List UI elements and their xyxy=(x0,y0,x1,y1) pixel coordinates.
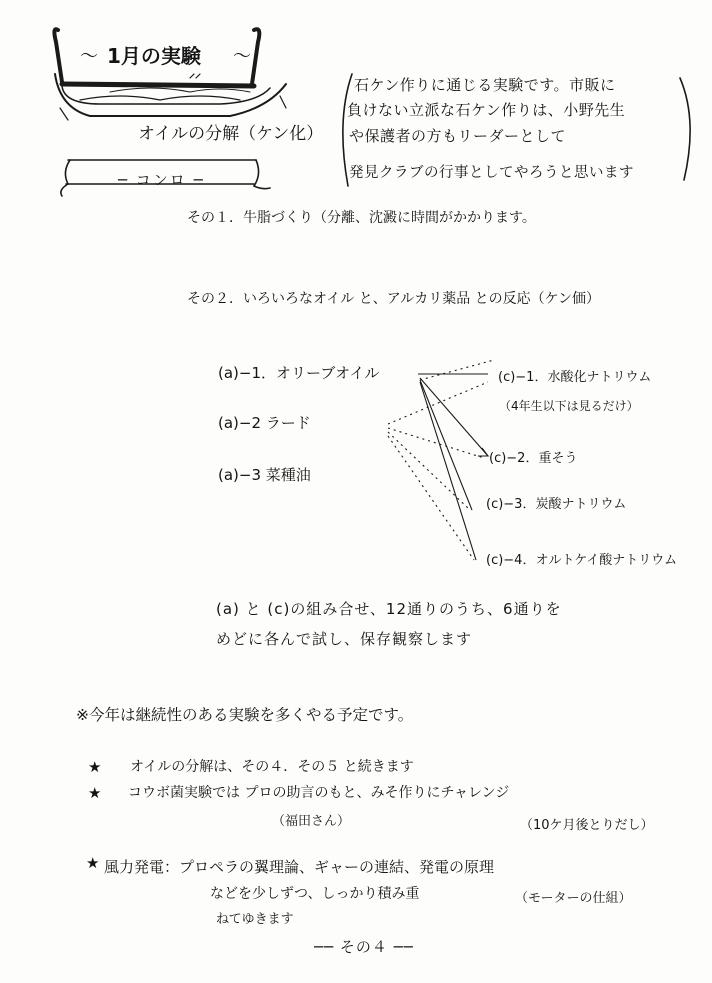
title-tilde-left: 〜 xyxy=(80,46,98,67)
oil-item: (a)−3 菜種油 xyxy=(218,466,311,484)
plan-item-2-when: （10ケ月後とりだし） xyxy=(520,818,654,833)
plan-item-1: オイルの分解は、その４．その５ と続きます xyxy=(130,759,414,775)
star-icon: ★ xyxy=(88,784,102,802)
oil-item: (a)−1．オリーブオイル xyxy=(218,364,380,382)
note-line-4: 発見クラブの行事としてやろうと思います xyxy=(349,165,634,181)
star-icon: ★ xyxy=(86,854,100,872)
alkali-item: (c)−1．水酸化ナトリウム xyxy=(498,370,652,385)
star-icon: ★ xyxy=(88,758,102,776)
stove-label: ─ コンロ ─ xyxy=(118,171,205,189)
note-line-2: 負けない立派な石ケン作りは、小野先生 xyxy=(347,101,626,119)
step-1: その１．牛脂づくり（分離、沈澱に時間がかかります。 xyxy=(187,210,536,226)
page-title: 1月の実験 xyxy=(107,44,201,68)
title-tilde-right: 〜 xyxy=(233,46,251,67)
pot-drawing xyxy=(54,29,286,120)
arrow-head-icon xyxy=(478,448,488,456)
step-2: その２．いろいろなオイル と、アルカリ薬品 との反応（ケン価） xyxy=(187,291,600,307)
annual-plan: ※今年は継続性のある実験を多くやる予定です。 xyxy=(76,706,414,724)
plan-item-2: コウボ菌実験では プロの助言のもと、みそ作りにチャレンジ xyxy=(128,785,510,801)
alkali-item: (c)−4．オルトケイ酸ナトリウム xyxy=(486,553,678,568)
alkali-item-note: （4年生以下は見るだけ） xyxy=(499,399,639,413)
alkali-item: (c)−2．重そう xyxy=(489,451,578,466)
oil-item: (a)−2 ラード xyxy=(218,414,311,432)
connection-lines xyxy=(388,360,494,560)
alkali-item: (c)−3．炭酸ナトリウム xyxy=(486,497,627,512)
plan-item-2-advisor: （福田さん） xyxy=(272,814,351,829)
note-line-3: や保護者の方もリーダーとして xyxy=(349,127,567,145)
combination-line-2: めどに各んで試し、保存観察します xyxy=(216,630,473,648)
plan-item-3-line-1: 風力発電：プロペラの翼理論、ギャーの連結、発電の原理 xyxy=(104,858,495,876)
plan-item-3-line-2: などを少しずつ、しっかり積み重 xyxy=(210,886,420,902)
combination-line-1: (a) と (c)の組み合せ、12通りのうち、6通りを xyxy=(216,600,562,618)
page-footer: ── その４ ── xyxy=(314,938,414,956)
page-subtitle: オイルの分解（ケン化） xyxy=(138,124,324,144)
plan-item-3-line-3: ねてゆきます xyxy=(216,912,294,927)
note-line-1: 石ケン作りに通じる実験です。市販に xyxy=(354,76,616,94)
plan-item-3-note: （モーターの仕組） xyxy=(515,891,632,906)
